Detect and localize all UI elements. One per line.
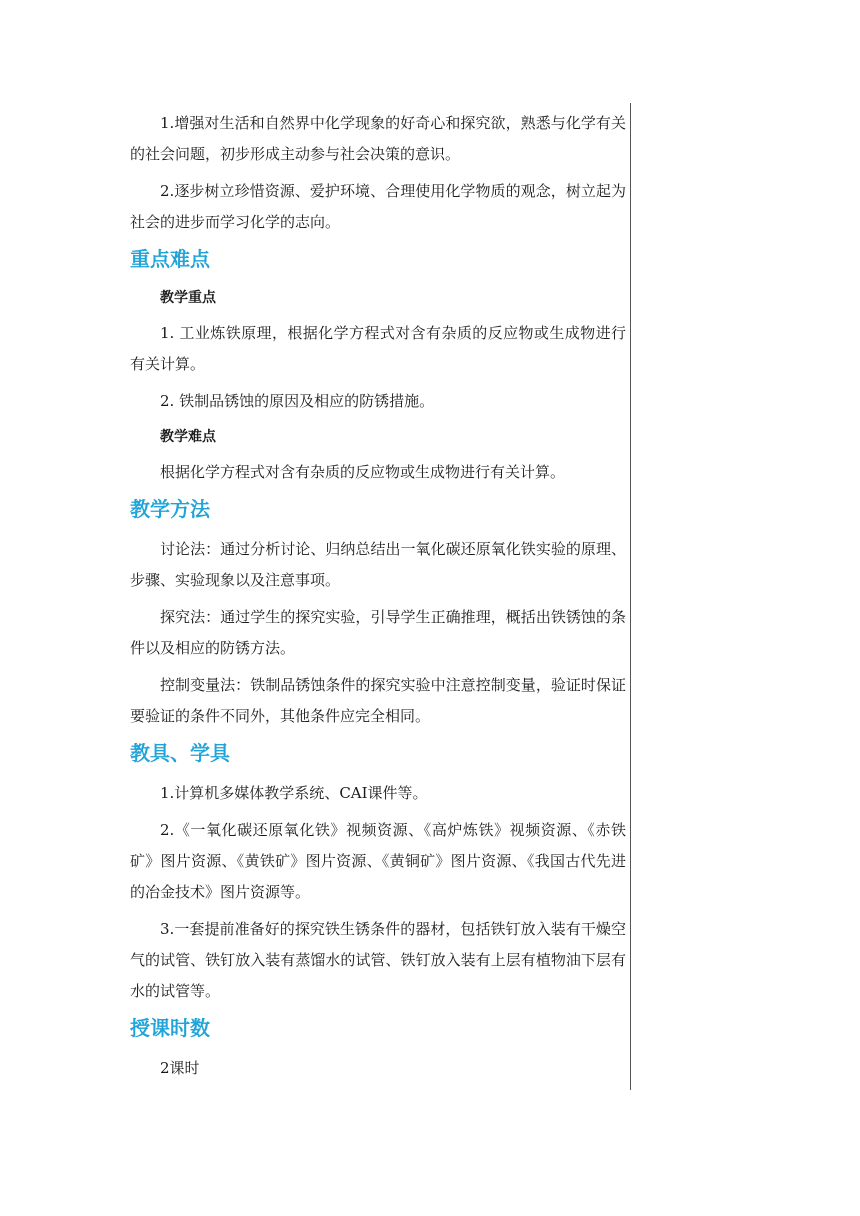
section-heading-key-points: 重点难点 [130, 247, 210, 271]
section-heading-hours: 授课时数 [130, 1016, 210, 1040]
method-paragraph-1: 讨论法：通过分析讨论、归纳总结出一氧化碳还原氧化铁实验的原理、步骤、实验现象以及注意事项。 [130, 540, 626, 589]
subheading-teaching-focus: 教学重点 [160, 290, 216, 306]
tool-paragraph-1: 1.计算机多媒体教学系统、CAI课件等。 [160, 784, 428, 802]
method-paragraph-3: 控制变量法：铁制品锈蚀条件的探究实验中注意控制变量，验证时保证要验证的条件不同外，其他条件应完全相同。 [130, 676, 626, 725]
document-body [130, 108, 626, 1090]
margin-rule [630, 103, 631, 1090]
section-heading-methods: 教学方法 [130, 497, 210, 521]
subheading-teaching-difficulty: 教学难点 [160, 429, 216, 445]
focus-paragraph-1: 1. 工业炼铁原理，根据化学方程式对含有杂质的反应物或生成物进行有关计算。 [130, 324, 626, 373]
goal-paragraph-2: 2.逐步树立珍惜资源、爱护环境、合理使用化学物质的观念，树立起为社会的进步而学习化学的志向。 [130, 182, 626, 231]
method-paragraph-2: 探究法：通过学生的探究实验，引导学生正确推理，概括出铁锈蚀的条件以及相应的防锈方法。 [130, 608, 626, 657]
section-heading-tools: 教具、学具 [130, 741, 230, 765]
goal-paragraph-1: 1.增强对生活和自然界中化学现象的好奇心和探究欲，熟悉与化学有关的社会问题，初步形成主动参与社会决策的意识。 [130, 114, 626, 163]
hours-paragraph: 2课时 [160, 1059, 200, 1077]
tool-paragraph-2: 2.《一氧化碳还原氧化铁》视频资源、《高炉炼铁》视频资源、《赤铁矿》图片资源、《黄铁矿》图片资源、《黄铜矿》图片资源、《我国古代先进的冶金技术》图片资源等。 [130, 821, 626, 901]
tool-paragraph-3: 3.一套提前准备好的探究铁生锈条件的器材，包括铁钉放入装有干燥空气的试管、铁钉放入装有蒸馏水的试管、铁钉放入装有上层有植物油下层有水的试管等。 [130, 920, 626, 1000]
focus-paragraph-2: 2. 铁制品锈蚀的原因及相应的防锈措施。 [160, 392, 435, 410]
difficulty-paragraph: 根据化学方程式对含有杂质的反应物或生成物进行有关计算。 [160, 463, 566, 481]
